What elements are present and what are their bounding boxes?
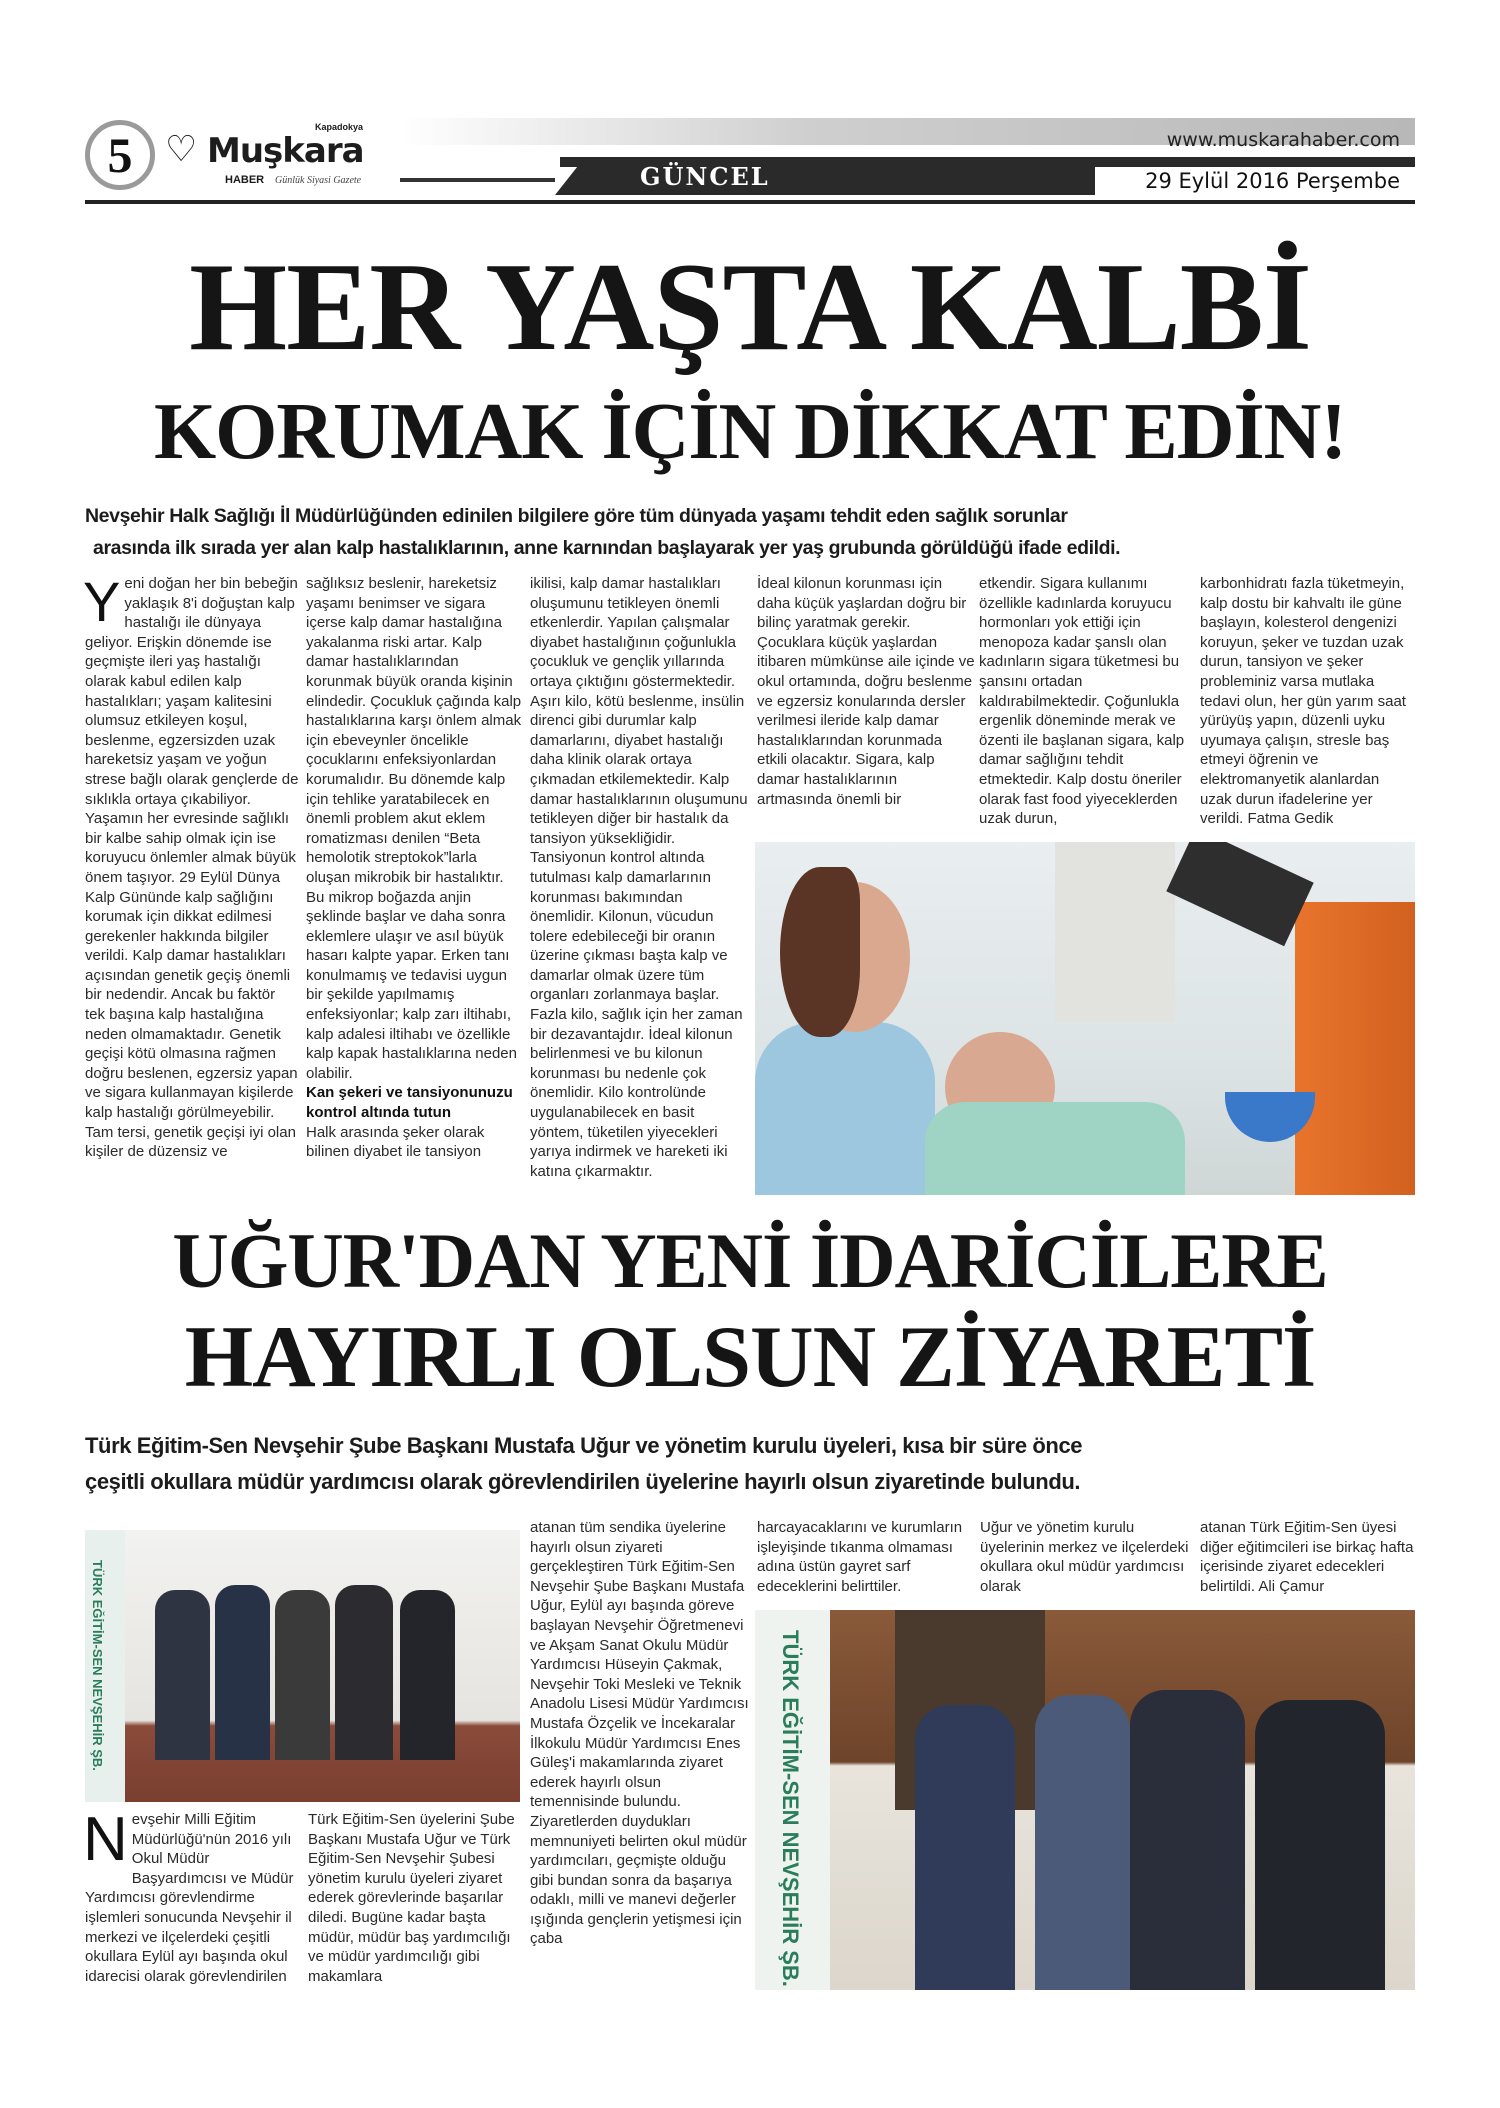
article2-column-5 [980, 1518, 1195, 1596]
page-number: 5 [85, 120, 155, 190]
article1-lead-line2: arasında ilk sırada yer alan kalp hastalıklarının, anne karnından başlayarak yer yaş grubunda görüldüğü ifade edildi. [93, 537, 1121, 559]
article1-headline-line2: KORUMAK İÇİN DİKKAT EDİN! [153, 388, 1347, 476]
article2-lead [85, 1428, 1415, 1500]
article2-headline-line1: UĞUR'DAN YENİ İDARİCİLERE [172, 1217, 1328, 1304]
article1-column-2 [306, 574, 522, 1162]
article2-column-1 [83, 1805, 301, 1986]
column-text: ikilisi, kalp damar hastalıkları oluşumunu tetikleyen önemli etkenlerdir. Yapılan çalışmalar diyabet hastalığının çoğunlukla çocukluk ve gençlik yıllarında ortaya çıktığını göstermektedir. Aşırı kilo, kötü beslenme, insülin direnci gibi durumlar kalp damarlarını, diyabet hastalığı daha klinik olarak ortaya çıkmadan etkilemektedir. Kalp damar hastalıklarının oluşumunu tetikleyen diğer bir hastalık da tansiyon yüksekliğidir. Tansiyonun kontrol altında tutulması kalp damarlarının korunması bakımından önemlidir. Kilonun, vücudun tolere edebileceği bir oranın üzerine çıkması başta kalp ve damarlar olmak üzere tüm organları zorlanmaya başlar. Fazla kilo, sağlık için her zaman bir dezavantajdır. İdeal kilonun belirlenmesi ve bu kilonun korunması bu nedenle çok önemlidir. Kilo kontrolünde uygulanabilecek en basit yöntem, tüketilen yiyecekleri yarıya indirmek ve hareketi iki katına çıkarmaktır. [530, 575, 748, 1180]
column-text: Türk Eğitim-Sen üyelerini Şube Başkanı Mustafa Uğur ve Türk Eğitim-Sen Nevşehir Şubesi yönetim kurulu üyeleri ziyaret ederek görevlerinde başarılar diledi. Bugüne kadar başta müdür, müdür baş yardımcılığı ve müdür yardımcılığı gibi makamlara [308, 1811, 515, 1985]
logo-top-text: Kapadokya [315, 122, 364, 132]
column-text: sağlıksız beslenir, hareketsiz yaşamı benimser ve sigara içerse kalp damar hastalığına yakalanma riski artar. Kalp damar hastalıklarından korunmak büyük oranda kişinin elindedir. Çocukluk çağında kalp hastalıklarına karşı önlem almak için ebeveynler öncelikle çocuklarını enfeksiyonlardan korumalıdır. Bu dönemde kalp için tehlike yaratabilecek en önemli problem akut eklem romatizması denilen “Beta hemolotik streptokok”larla oluşan mikrobik bir hastalıktır. Bu mikrop boğazda anjin şeklinde başlar ve daha sonra eklemlere ulaşır ve asıl büyük hasarı kalpte yapar. Erken tanı konulmamış ve tedavisi uygun bir şekilde yapılmamış enfeksiyonlar; kalp zarı iltihabı, kalp adalesi iltihabı ve özellikle kalp kapak hastalıklarına neden olabilir. [306, 575, 522, 1082]
article2-photo-office [755, 1610, 1415, 1990]
logo[interactable] [165, 122, 400, 192]
person [215, 1585, 270, 1760]
person [155, 1590, 210, 1760]
article2-column-3 [530, 1518, 750, 1949]
article1-column-6 [1200, 574, 1415, 829]
photo-child-body [925, 1102, 1185, 1195]
article2-lead-line1: Türk Eğitim-Sen Nevşehir Şube Başkanı Mustafa Uğur ve yönetim kurulu üyeleri, kısa bir süre önce [85, 1433, 1083, 1458]
column-text: Uğur ve yönetim kurulu üyelerinin merkez ve ilçelerdeki okullara okul müdür yardımcısı olarak [980, 1519, 1189, 1595]
photo-dentist-body [755, 1022, 935, 1195]
article2-headline-line2: HAYIRLI OLSUN ZİYARETİ [184, 1309, 1316, 1406]
photo-white-coat [1055, 842, 1175, 1022]
person [1255, 1700, 1385, 1990]
photo-dentist-hair [780, 867, 860, 1037]
column-text: harcayacaklarını ve kurumların işleyişinde tıkanma olmaması adına üstün gayret sarf edeceklerini belirttiler. [757, 1519, 963, 1595]
column-text: atanan tüm sendika üyelerine hayırlı olsun ziyareti gerçekleştiren Türk Eğitim-Sen Nevşehir Şube Başkanı Mustafa Uğur, Eylül ayı başında göreve başlayan Nevşehir Öğretmenevi ve Akşam Sanat Okulu Müdür Yardımcısı Hüseyin Çakmak, Nevşehir Toki Mesleki ve Teknik Anadolu Lisesi Müdür Yardımcısı Mustafa Özçelik ve İncekaralar İlkokulu Müdür Yardımcısı Enes Güleş'i makamlarında ziyaret ederek hayırlı olsun temennisinde bulundu. Ziyaretlerden duydukları memnuniyeti belirten okul müdür yardımcıları, geçmişte olduğu gibi bundan sonra da başarıya odaklı, milli ve manevi değerler ışığında gençlerin yetişmesi için çaba [530, 1519, 749, 1948]
article2-column-2 [308, 1810, 522, 1986]
photo-orange-cabinet [1295, 902, 1415, 1195]
header-divider [400, 178, 555, 182]
logo-main-text: Muşkara [207, 131, 364, 171]
column-text: eni doğan her bin bebeğin yaklaşık 8'i doğuştan kalp hastalığı ile dünyaya geliyor. Erişkin dönemde ise geçmişte ileri yaş hastalığı olarak kabul edilen kalp hastalıkları; yaşam kalitesini olumsuz etkileyen koşul, beslenme, egzersizden uzak hareketsiz yaşam ve yoğun strese bağlı olarak gençlerde de sıklıkla ortaya çıkabiliyor. Yaşamın her evresinde sağlıklı bir kalbe sahip olmak için ise koruyucu önlemler almak büyük önem taşıyor. 29 Eylül Dünya Kalp Gününde kalp sağlığını korumak için dikkat edilmesi gerekenler hakkında bilgiler verildi. Kalp damar hastalıkları açısından genetik geçiş önemli bir nedendir. Ancak bu faktör tek başına kalp hastalığına neden olmamaktadır. Genetik geçişi kötü olmasına rağmen doğru beslenen, egzersiz yapan ve sigara kullanmayan kişilerde kalp hastalığı görülmeyebilir. Tam tersi, genetik geçişi iyi olan kişiler de düzensiz ve [85, 575, 299, 1161]
column-text: İdeal kilonun korunması için daha küçük yaşlardan doğru bir bilinç yaratmak gerekir. Çocuklara küçük yaşlardan itibaren mümkünse aile içinde ve okul ortamında, doğru beslenme ve egzersiz konularında dersler verilmesi ileride kalp damar hastalıklarından korunmada etkili olacaktır. Sigara, kalp damar hastalıklarının artmasında önemli bir [757, 575, 975, 808]
logo-subtitle: Günlük Siyasi Gazete [275, 175, 362, 186]
article2-photo-group-left [85, 1530, 520, 1802]
article1-lead-line1: Nevşehir Halk Sağlığı İl Müdürlüğünden edinilen bilgilere göre tüm dünyada yaşamı tehdit eden sağlık sorunlar [85, 505, 1068, 527]
column-text: etkendir. Sigara kullanımı özellikle kadınlarda koruyucu hormonları yok ettiği için menopoza kadar şanslı olan kadınların sigara tüketmesi bu şansını ortadan kaldırabilmektedir. Çoğunlukla ergenlik döneminde merak ve özenti ile başlanan sigara, kalp damar sağlığını tehdit etmektedir. Kalp dostu öneriler olarak fast food yiyeceklerden uzak durun, [979, 575, 1185, 828]
article1-column-1 [83, 570, 299, 1162]
article1-column-4 [757, 574, 975, 809]
person [1130, 1690, 1245, 1990]
subheading: Kan şekeri ve tansiyonunuzu kontrol altında tutun [306, 1084, 513, 1122]
drop-cap: Y [83, 570, 121, 633]
column-text: atanan Türk Eğitim-Sen üyesi diğer eğitimcileri ise birkaç hafta içerisinde ziyaret edecekleri belirtildi. Ali Çamur [1200, 1519, 1414, 1595]
person [275, 1590, 330, 1760]
article2-column-6 [1200, 1518, 1415, 1596]
section-label: GÜNCEL [640, 162, 770, 191]
issue-date: 29 Eylül 2016 Perşembe [1145, 169, 1400, 193]
person [1035, 1695, 1130, 1990]
site-url[interactable]: www.muskarahaber.com [1166, 129, 1400, 151]
header-rule [85, 200, 1415, 204]
column-text: karbonhidratı fazla tüketmeyin, kalp dostu bir kahvaltı ile güne başlayın, kolesterol dengenizi koruyun, şeker ve tuzdan uzak durun, tansiyon ve şeker probleminiz varsa mutlaka tedavi olun, her gün yarım saat yürüyüş yapın, düzenli uyku uyumaya çalışın, stresle baş etmeyi öğrenin ve elektromanyetik alanlardan uzak durun ifadelerine yer verildi. Fatma Gedik [1200, 575, 1406, 828]
person [335, 1585, 393, 1760]
person [915, 1705, 1015, 1990]
article1-column-5 [979, 574, 1197, 829]
article1-photo-dentist-child [755, 842, 1415, 1195]
banner-text: TÜRK EĞİTİM-SEN NEVŞEHİR ŞB. [778, 1630, 803, 1987]
column-text: Halk arasında şeker olarak bilinen diyabet ile tansiyon [306, 1123, 485, 1161]
logo-heart-icon: ♡ [165, 129, 198, 170]
photo-dental-lamp [1166, 842, 1313, 946]
article1-lead [85, 500, 1415, 564]
drop-cap: N [83, 1805, 128, 1874]
column-text: evşehir Milli Eğitim Müdürlüğü'nün 2016 yılı Okul Müdür Başyardımcısı ve Müdür Yardımcısı görevlendirme işlemleri sonucunda Nevşehir il merkezi ve ilçelerdeki çeşitli okullara Eylül ayı başında okul idarecisi olarak görevlendirilen [85, 1811, 294, 1985]
article1-headline-line1: HER YAŞTA KALBİ [189, 238, 1311, 377]
logo-haber-text: HABER [225, 174, 265, 186]
article2-lead-line2: çeşitli okullara müdür yardımcısı olarak görevlendirilen üyelerine hayırlı olsun ziyaretinde bulundu. [85, 1469, 1081, 1494]
section-bar [555, 157, 1095, 195]
article1-column-3 [530, 574, 750, 1181]
banner-text: TÜRK EĞİTİM-SEN NEVŞEHİR ŞB. [90, 1560, 105, 1771]
article2-column-4 [757, 1518, 975, 1596]
person [400, 1590, 455, 1760]
